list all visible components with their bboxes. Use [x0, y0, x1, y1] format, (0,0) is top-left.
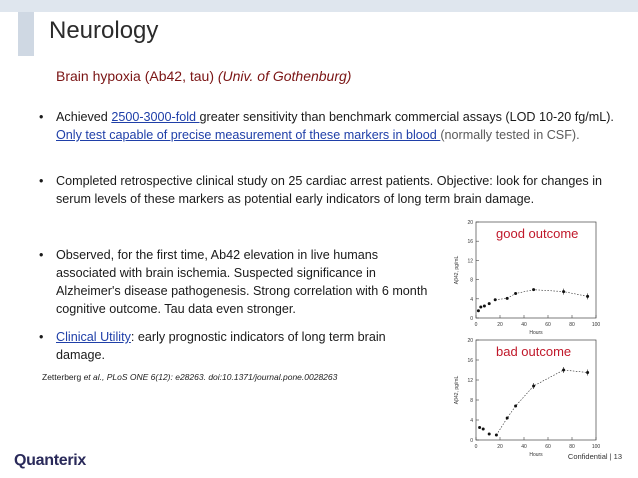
data-point	[477, 309, 480, 312]
data-point	[488, 433, 491, 436]
series-line	[495, 290, 587, 300]
citation-reference: et al., PLoS ONE 6(12): e28263. doi:10.1371/journal.pone.0028263	[83, 372, 338, 382]
y-tick-label: 12	[467, 258, 473, 265]
data-point	[488, 302, 491, 305]
bad-outcome-chart	[440, 332, 608, 461]
data-point	[562, 369, 565, 372]
data-point	[562, 290, 565, 293]
bullet-study	[34, 172, 622, 208]
y-tick-label: 4	[470, 296, 473, 303]
data-point	[586, 371, 589, 374]
subtitle-source: (Univ. of Gothenburg)	[217, 68, 352, 84]
y-tick-label: 4	[470, 418, 473, 424]
bullet-sensitivity	[34, 108, 622, 144]
x-tick-label: 100	[591, 444, 601, 450]
blood-test-link[interactable]: Only test capable of precise measurement of these markers in blood	[56, 128, 441, 142]
data-point	[506, 417, 509, 420]
x-tick-label: 20	[497, 322, 503, 328]
data-point	[478, 426, 481, 429]
page-title: Neurology	[49, 17, 159, 44]
subtitle	[56, 68, 351, 84]
bullet-clinical-utility	[34, 328, 436, 364]
x-tick-label: 80	[569, 322, 575, 328]
data-point	[494, 298, 497, 301]
x-tick-label: 100	[591, 322, 601, 328]
subtitle-main: Brain hypoxia (Ab42, tau)	[56, 68, 218, 84]
y-tick-label: 16	[467, 358, 473, 364]
data-point	[586, 295, 589, 298]
series-line	[496, 370, 587, 435]
top-bar	[0, 0, 638, 12]
y-tick-label: 8	[470, 277, 473, 284]
bullet4-rest: : early prognostic indicators of long term brain damage.	[56, 330, 386, 362]
x-tick-label: 80	[569, 444, 575, 450]
citation-authors: Zetterberg	[42, 372, 84, 382]
bullet-dot: •	[39, 330, 44, 344]
footer-confidential: Confidential | 13	[567, 452, 622, 461]
y-tick-label: 20	[467, 220, 473, 226]
x-tick-label: 60	[545, 322, 551, 328]
y-tick-label: 8	[470, 398, 473, 404]
data-point	[506, 297, 509, 300]
clinical-utility-link[interactable]: Clinical Utility	[56, 330, 131, 344]
x-tick-label: 0	[474, 322, 478, 328]
data-point	[479, 305, 482, 308]
bullet-dot: •	[39, 248, 44, 262]
data-point	[532, 288, 535, 291]
quanterix-logo: Quanterix	[14, 452, 86, 469]
x-tick-label: 40	[521, 444, 527, 450]
x-tick-label: 0	[474, 444, 478, 450]
data-point	[532, 385, 535, 388]
data-point	[495, 434, 498, 437]
data-point	[482, 428, 485, 431]
bullet3-text: Observed, for the first time, Ab42 elevation in live humans associated with brain ischemia. Suspected significance in Alzheimer's disease pathogenesis. Strong correlation with 6 month cognitive outcome. Tau data even stronger.	[56, 248, 428, 316]
y-tick-label: 0	[470, 316, 473, 322]
citation	[42, 372, 337, 382]
data-point	[514, 292, 517, 295]
bullet1-post: (normally tested in CSF).	[440, 128, 580, 142]
bullet1-pre: Achieved	[56, 110, 112, 124]
bullet-observation	[34, 246, 436, 318]
y-axis-label: Aβ42, pg/mL	[454, 375, 460, 405]
bullet2-text: Completed retrospective clinical study on 25 cardiac arrest patients. Objective: look for changes in serum levels of these markers as potential early indicators of long term brain damage.	[56, 174, 603, 206]
y-tick-label: 12	[467, 378, 473, 384]
y-tick-label: 20	[467, 338, 473, 344]
y-tick-label: 0	[470, 438, 473, 444]
y-axis-label: Aβ42, pg/mL	[454, 255, 460, 285]
good-outcome-label: good outcome	[496, 226, 579, 241]
data-point	[514, 405, 517, 408]
x-tick-label: 60	[545, 444, 551, 450]
bullet-dot: •	[39, 174, 44, 188]
x-axis-label: Hours	[529, 330, 543, 336]
fold-link[interactable]: 2500-3000-fold	[111, 110, 200, 124]
bad-outcome-label: bad outcome	[496, 344, 572, 359]
title-accent	[18, 12, 34, 56]
y-tick-label: 16	[467, 239, 473, 246]
x-tick-label: 20	[497, 444, 503, 450]
data-point	[483, 305, 486, 308]
good-outcome-chart	[440, 214, 608, 337]
bullet1-mid: greater sensitivity than benchmark commercial assays (LOD 10-20 fg/mL).	[199, 110, 614, 124]
x-axis-label: Hours	[529, 452, 543, 458]
x-tick-label: 40	[521, 322, 527, 328]
bullet-dot: •	[39, 110, 44, 124]
